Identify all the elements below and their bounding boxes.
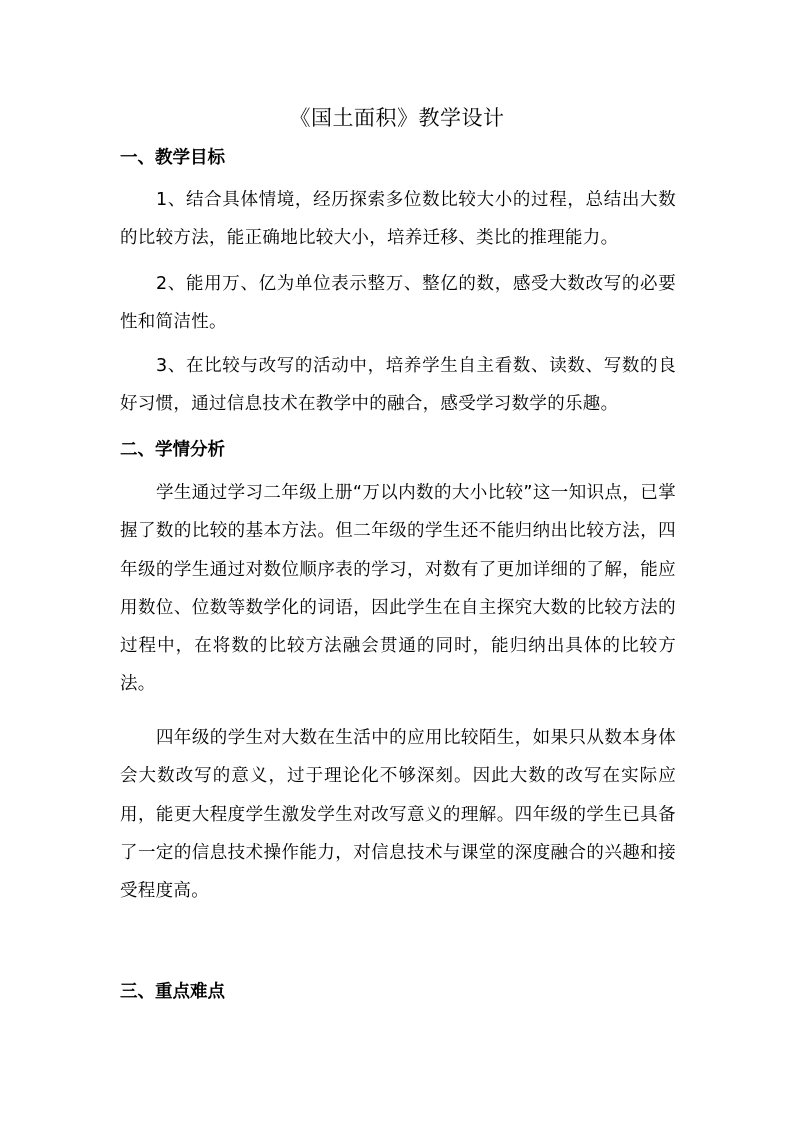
paragraph-goal-3: 3、在比较与改写的活动中，培养学生自主看数、读数、写数的良好习惯，通过信息技术在教学中的融合，感受学习数学的乐趣。 <box>120 356 676 415</box>
document-title: 《国土面积》教学设计 <box>289 106 505 130</box>
paragraph-analysis-1: 学生通过学习二年级上册“万以内数的大小比较”这一知识点，已掌握了数的比较的基本方法。但二年级的学生还不能归纳出比较方法，四年级的学生通过对数位顺序表的学习，对数有了更加详细的了解，能应用数位、位数等数学化的词语，因此学生在自主探究大数的比较方法的过程中，在将数的比较方法融会贯通的同时，能归纳出具体的比较方法。 <box>120 483 676 695</box>
paragraph-goal-1: 1、结合具体情境，经历探索多位数比较大小的过程，总结出大数的比较方法，能正确地比较大小，培养迁移、类比的推理能力。 <box>120 190 676 249</box>
section-heading-teaching-goals: 一、教学目标 <box>120 148 225 168</box>
paragraph-goal-2: 2、能用万、亿为单位表示整万、整亿的数，感受大数改写的必要性和简洁性。 <box>120 274 676 333</box>
paragraph-analysis-2: 四年级的学生对大数在生活中的应用比较陌生，如果只从数本身体会大数改写的意义，过于理论化不够深刻。因此大数的改写在实际应用，能更大程度学生激发学生对改写意义的理解。四年级的学生已具备了一定的信息技术操作能力，对信息技术与课堂的深度融合的兴趣和接受程度高。 <box>120 728 676 902</box>
section-heading-learning-analysis: 二、学情分析 <box>120 440 225 460</box>
section-heading-key-difficulties: 三、重点难点 <box>120 982 225 1002</box>
